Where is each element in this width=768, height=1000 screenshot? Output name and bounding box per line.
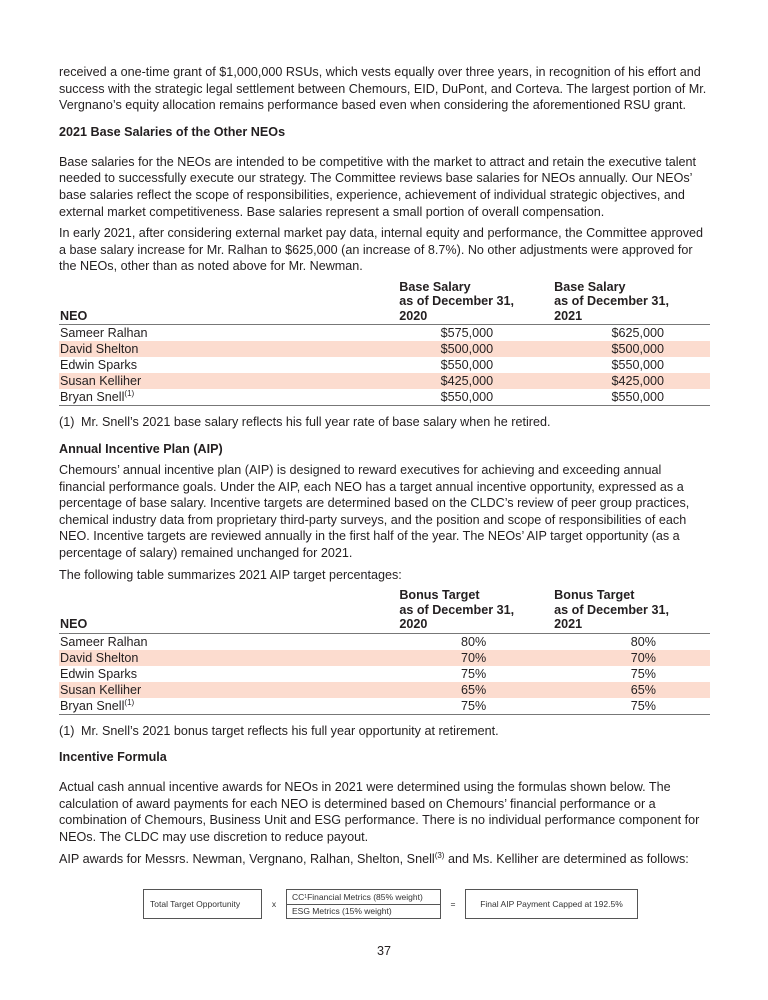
salary-2021: $550,000 [611,358,664,373]
neo-name: David Shelton [60,342,139,357]
neo-name: Sameer Ralhan [60,634,148,649]
base-salaries-paragraph-1: Base salaries for the NEOs are intended to be competitive with the market to attract and retain the executive talent needed to successfully execute our strategy. The Committee reviews base salaries for NEOs annually. Our NEOs’ base salaries reflect the scope of responsibilities, experience, achievement of individual strategic objectives, and external market competitiveness. Base salaries represent a small portion of overall compensation. [59,154,697,219]
bonus-2021: 75% [554,698,710,715]
table-row [59,389,710,406]
salary-2021: $500,000 [554,341,710,357]
footnote-ref: (1) [124,697,135,707]
bonus-2020: 65% [399,682,554,698]
bonus-target-footnote: (1) Mr. Snell’s 2021 bonus target reflects his full year opportunity at retirement. [59,723,499,738]
intro-paragraph: received a one-time grant of $1,000,000 RSUs, which vests equally over three years, in recognition of his effort and success with the strategic legal settlement between Chemours, EID, DuPont, and Corteva. The largest portion of Mr. Vergnano’s equity allocation remains performance based even when considering the aforementioned RSU grant. [59,65,707,113]
neo-name: Bryan Snell [60,390,125,405]
incentive-formula-paragraph: Actual cash annual incentive awards for NEOs in 2021 were determined using the formulas shown below. The calculation of award payments for each NEO is determined based on Chemours’ financial performance or a combination of Chemours, Business Unit and ESG performance. There is no individual performance component for NEOs. The CLDC may use discretion to reduce payout. [59,780,700,845]
metrics-box [286,889,441,919]
final-aip-payment-box: Final AIP Payment Capped at 192.5% [465,889,638,919]
table-row [59,650,710,666]
footnote-ref: (1) [124,389,135,399]
salary-2021: $425,000 [554,373,710,389]
bonus-2021: 65% [554,682,710,698]
financial-metrics-cell: CC 1 Financial Metrics (85% weight) [287,890,440,905]
table-row [59,682,710,698]
page-number: 37 [376,944,391,958]
document-page [59,64,709,872]
header-bonus-target-2021: Bonus Target as of December 31, 2021 [554,588,710,633]
header-base-salary-2021: Base Salary as of December 31, 2021 [554,280,710,325]
multiply-operator: x [271,899,277,909]
bonus-2021: 75% [630,666,656,681]
aip-formula-diagram [143,888,638,920]
aip-heading: Annual Incentive Plan (AIP) [59,442,223,457]
total-target-opportunity-box: Total Target Opportunity [143,889,262,919]
table-row [59,325,710,342]
table-row [59,373,710,389]
salary-2020: $425,000 [399,373,554,389]
aip-paragraph-2: The following table summarizes 2021 AIP target percentages: [59,567,402,582]
esg-metrics-cell: ESG Metrics (15% weight) [292,906,392,917]
incentive-formula-heading: Incentive Formula [59,750,167,765]
table-row [59,633,710,650]
footnote-ref: (3) [434,850,445,860]
neo-name: Bryan Snell [60,698,125,713]
salary-2020: $575,000 [440,326,494,341]
equals-operator: = [450,899,456,909]
table-row [59,341,710,357]
header-neo: NEO [59,280,399,325]
bonus-2020: 75% [399,698,554,715]
salary-2021: $550,000 [554,389,710,406]
bonus-2020: 80% [460,634,487,649]
base-salary-footnote: (1) Mr. Snell’s 2021 base salary reflects his full year rate of base salary when he retired. [59,415,551,430]
table-header-row [59,280,710,325]
neo-name: Sameer Ralhan [60,326,148,341]
header-bonus-target-2020: Bonus Target as of December 31, 2020 [399,588,554,633]
header-base-salary-2020: Base Salary as of December 31, 2020 [399,280,554,325]
bonus-2021: 70% [554,650,710,666]
neo-name: Susan Kelliher [60,374,142,389]
bonus-target-table [59,588,710,715]
salary-2020: $550,000 [440,358,494,373]
base-salaries-heading: 2021 Base Salaries of the Other NEOs [59,124,286,139]
salary-2021: $625,000 [611,326,664,341]
table-row [59,357,710,373]
base-salaries-paragraph-2: In early 2021, after considering external market pay data, internal equity and performance, the Committee approved a base salary increase for Mr. Ralhan to $625,000 (an increase of 8.7%). No other adjustments were approved for the NEOs, other than as noted above for Mr. Newman. [59,226,704,274]
aip-paragraph-1: Chemours’ annual incentive plan (AIP) is designed to reward executives for achieving and exceeding annual financial performance goals. Under the AIP, each NEO has a target annual incentive opportunity, expressed as a percentage of base salary. Incentive targets are determined based on the CLDC’s review of peer group practices, chemical industry data from proprietary third-party surveys, and the position and scope of responsibilities of each NEO. Incentive targets are reviewed annually in the first half of the year. The NEOs’ AIP target opportunity (as a percentage of salary) remained unchanged for 2021. [59,463,690,560]
salary-2020: $500,000 [399,341,554,357]
neo-name: Edwin Sparks [60,666,137,681]
table-row [59,698,710,715]
bonus-2021: 80% [630,634,656,649]
header-neo: NEO [59,588,399,633]
bonus-2020: 75% [460,666,487,681]
neo-name: Susan Kelliher [60,682,142,697]
salary-2020: $550,000 [399,389,554,406]
neo-name: David Shelton [60,650,139,665]
aip-awards-intro: AIP awards for Messrs. Newman, Vergnano, Ralhan, Shelton, Snell$^{(3)}$ and Ms. Kelliher are determined as follows: [59,850,689,866]
table-row [59,666,710,682]
table-header-row [59,588,710,633]
base-salary-table [59,280,710,407]
neo-name: Edwin Sparks [60,358,137,373]
bonus-2020: 70% [399,650,554,666]
